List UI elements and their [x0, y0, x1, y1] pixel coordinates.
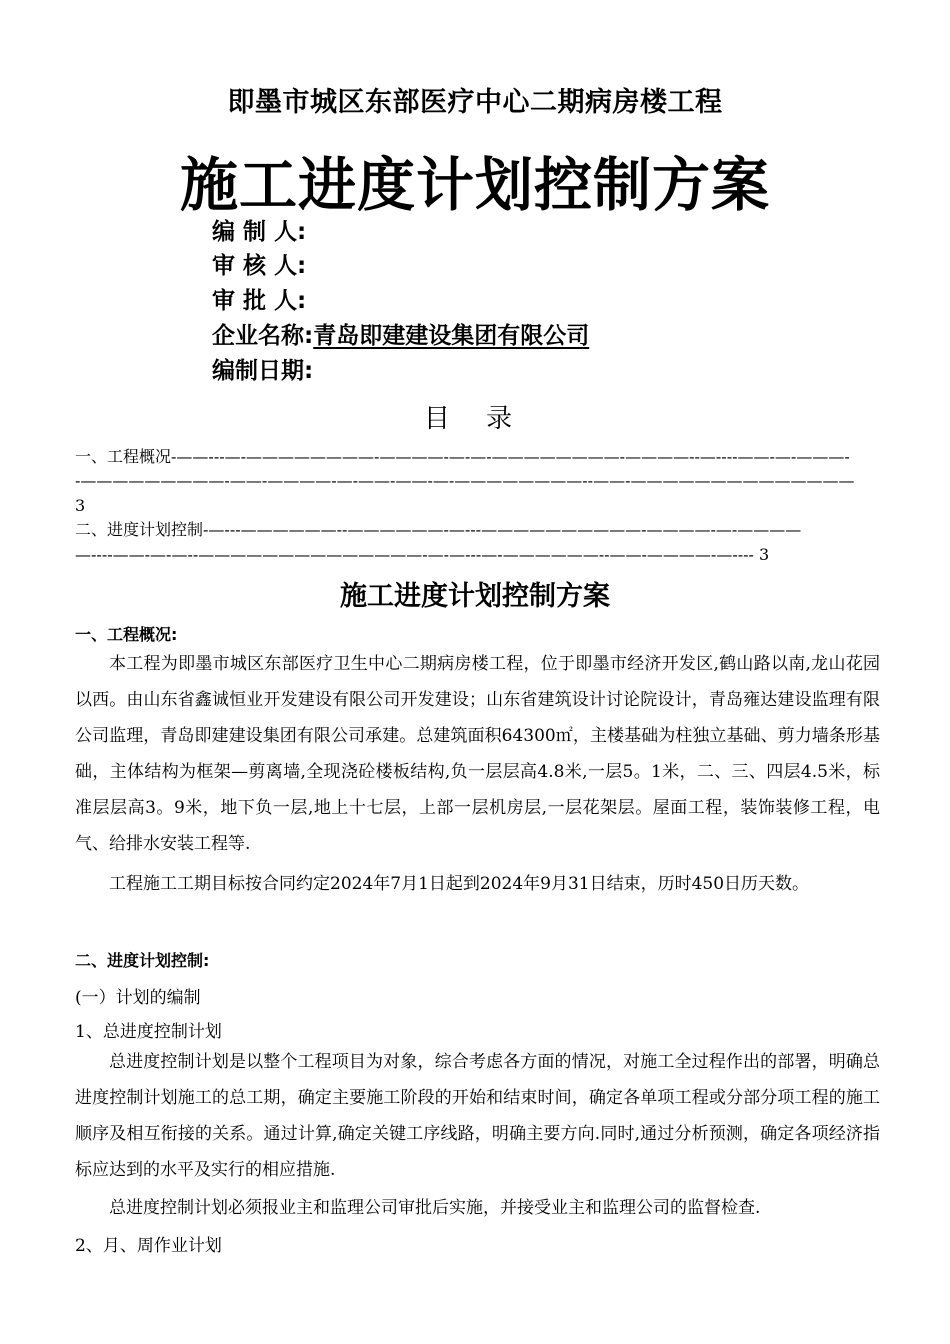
toc-title: 目 录	[423, 404, 527, 434]
section-1-paragraph-2: 工程施工工期目标按合同约定2024年7月1日起到2024年9月31日结束，历时450日历天数。	[109, 874, 810, 894]
date-label: 编制日期:	[212, 358, 314, 384]
approver-label: 审 批 人:	[212, 288, 307, 314]
date-row	[212, 355, 313, 387]
company-row	[212, 320, 589, 352]
project-subtitle: 即墨市城区东部医疗中心二期病房楼工程	[227, 87, 723, 118]
company-label: 企业名称:	[212, 323, 314, 349]
subsection-1-1-heading: 1、总进度控制计划	[75, 1022, 222, 1042]
body-title: 施工进度计划控制方案	[340, 581, 610, 612]
toc-item-2-line1[interactable]: 二、进度计划控制-—---——————--——————-—---——————————-————-—-————	[75, 520, 802, 539]
section-2-paragraph-2: 总进度控制计划必须报业主和监理公司审批后实施，并接受业主和监理公司的监督检查.	[109, 1198, 761, 1218]
toc-item-1-line2[interactable]: -—————————-——-————-—-——-——-—-————————--——-——————————————	[75, 471, 855, 490]
editor-row	[212, 216, 306, 248]
subsection-1-heading: (一）计划的编制	[75, 988, 201, 1008]
approver-row	[212, 285, 306, 317]
reviewer-label: 审 核 人:	[212, 253, 307, 279]
section-1-heading: 一、工程概况:	[75, 625, 178, 644]
subsection-1-2-heading: 2、月、周作业计划	[75, 1236, 222, 1256]
toc-item-1-line1[interactable]: 一、工程概况-——---—-————————-————-—-—-————————-————--—----——-—-———-	[75, 447, 850, 466]
company-value: 青岛即建建设集团有限公司	[313, 323, 590, 349]
toc-item-2-line2[interactable]: —----——-—-—--——————————————-—-—---—-——————--——-————-—---- 3	[75, 545, 770, 564]
toc-item-1-page[interactable]: 3	[75, 496, 86, 515]
section-1-paragraph-1: 本工程为即墨市城区东部医疗卫生中心二期病房楼工程，位于即墨市经济开发区,鹤山路以南,龙山花园以西。由山东省鑫诚恒业开发建设有限公司开发建设；山东省建筑设计讨论院设计，青岛雍达建设监理有限公司监理，青岛即建建设集团有限公司承建。总建筑面积64300㎡，主楼基础为柱独立基础、剪力墙条形基础，主体结构为框架—剪离墙,全现浇砼楼板结构,负一层层高4.8米,一层5。1米，二、三、四层4.5米，标准层层高3。9米，地下负一层,地上十七层，上部一层机房层,一层花架层。屋面工程，装饰装修工程，电气、给排水安装工程等.	[75, 654, 880, 854]
section-2-heading: 二、进度计划控制:	[75, 951, 210, 970]
editor-label: 编 制 人:	[212, 219, 307, 245]
cover-title: 施工进度计划控制方案	[179, 151, 770, 219]
reviewer-row	[212, 250, 306, 282]
section-2-paragraph-1: 总进度控制计划是以整个工程项目为对象，综合考虑各方面的情况，对施工全过程作出的部署，明确总进度控制计划施工的总工期，确定主要施工阶段的开始和结束时间，确定各单项工程或分部分项工程的施工顺序及相互衔接的关系。通过计算,确定关键工序线路，明确主要方向.同时,通过分析预测，确定各项经济指标应达到的水平及实行的相应措施.	[75, 1052, 880, 1180]
